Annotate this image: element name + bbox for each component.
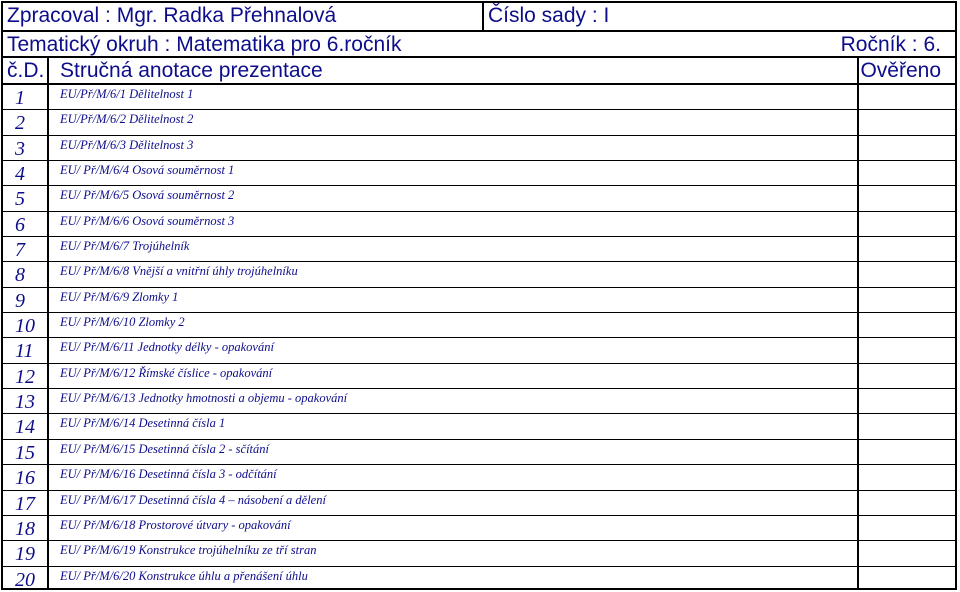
table-row (3, 136, 955, 161)
table-row (3, 313, 955, 338)
table-row (3, 338, 955, 363)
row-annotation: EU/Př/M/6/2 Dělitelnost 2 (60, 112, 194, 127)
row-number: 5 (15, 188, 25, 211)
table-row (3, 440, 955, 465)
row-annotation: EU/ Př/M/6/7 Trojúhelník (60, 239, 190, 254)
row-number: 10 (15, 315, 35, 338)
row-annotation: EU/ Př/M/6/20 Konstrukce úhlu a přenášení úhlu (60, 568, 308, 583)
row-annotation: EU/ Př/M/6/6 Osová souměrnost 3 (60, 213, 235, 228)
row-annotation: EU/ Př/M/6/15 Desetinná čísla 2 - sčítání (60, 441, 270, 456)
header-author-row (3, 3, 955, 32)
row-number: 6 (15, 213, 25, 236)
table-row (3, 516, 955, 541)
table-row (3, 364, 955, 389)
table-row (3, 541, 955, 566)
table-row (3, 389, 955, 414)
row-number: 12 (15, 365, 35, 388)
row-annotation: EU/ Př/M/6/19 Konstrukce trojúhelníku ze tří stran (60, 543, 317, 558)
row-annotation: EU/ Př/M/6/17 Desetinná čísla 4 – násobení a dělení (60, 492, 326, 507)
author-label: Zpracoval : Mgr. Radka Přehnalová (7, 4, 337, 27)
row-annotation: EU/Př/M/6/1 Dělitelnost 1 (60, 87, 194, 101)
row-annotation: EU/ Př/M/6/5 Osová souměrnost 2 (60, 188, 235, 203)
column-header-annotation: Stručná anotace prezentace (60, 59, 323, 82)
header-divider (482, 3, 484, 32)
table-row (3, 567, 955, 592)
table-row (3, 491, 955, 516)
row-number: 13 (15, 391, 35, 414)
table-row (3, 85, 955, 110)
row-annotation: EU/ Př/M/6/11 Jednotky délky - opakování (60, 340, 274, 355)
row-number: 17 (15, 492, 35, 515)
table-row (3, 212, 955, 237)
row-number: 16 (15, 467, 35, 490)
grade-label: Ročník : 6. (840, 33, 941, 56)
row-annotation: EU/ Př/M/6/18 Prostorové útvary - opakování (60, 517, 291, 532)
header-topic-row (3, 32, 955, 58)
table-row (3, 186, 955, 211)
column-header-verified: Ověřeno (860, 59, 941, 82)
row-annotation: EU/ Př/M/6/13 Jednotky hmotnosti a objemu - opakování (60, 391, 348, 406)
row-number: 1 (15, 87, 25, 109)
row-annotation: EU/Př/M/6/3 Dělitelnost 3 (60, 137, 194, 152)
row-number: 7 (15, 239, 25, 262)
row-number: 8 (15, 264, 25, 287)
row-annotation: EU/ Př/M/6/4 Osová souměrnost 1 (60, 163, 235, 178)
row-annotation: EU/ Př/M/6/14 Desetinná čísla 1 (60, 416, 226, 431)
row-number: 19 (15, 543, 35, 566)
row-number: 3 (15, 137, 25, 160)
presentation-list-table (1, 1, 957, 590)
table-row (3, 161, 955, 186)
row-number: 20 (15, 568, 35, 591)
set-number-label: Číslo sady : I (488, 4, 610, 27)
column-header-row (3, 58, 955, 85)
table-row (3, 262, 955, 287)
table-row (3, 237, 955, 262)
table-row (3, 465, 955, 490)
table-row (3, 288, 955, 313)
row-number: 9 (15, 289, 25, 312)
column-header-number: č.D. (7, 59, 45, 82)
table-row (3, 414, 955, 439)
row-annotation: EU/ Př/M/6/16 Desetinná čísla 3 - odčítání (60, 467, 277, 482)
row-number: 14 (15, 416, 35, 439)
table-row (3, 110, 955, 135)
row-number: 15 (15, 441, 35, 464)
row-annotation: EU/ Př/M/6/9 Zlomky 1 (60, 289, 179, 304)
row-number: 4 (15, 163, 25, 186)
row-number: 18 (15, 517, 35, 540)
presentation-rows (3, 85, 955, 591)
row-number: 2 (15, 112, 25, 135)
row-annotation: EU/ Př/M/6/8 Vnější a vnitřní úhly trojúhelníku (60, 264, 298, 279)
row-annotation: EU/ Př/M/6/12 Římské číslice - opakování (60, 365, 273, 380)
row-number: 11 (15, 340, 34, 363)
topic-label: Tematický okruh : Matematika pro 6.ročník (7, 33, 402, 56)
row-annotation: EU/ Př/M/6/10 Zlomky 2 (60, 315, 185, 330)
